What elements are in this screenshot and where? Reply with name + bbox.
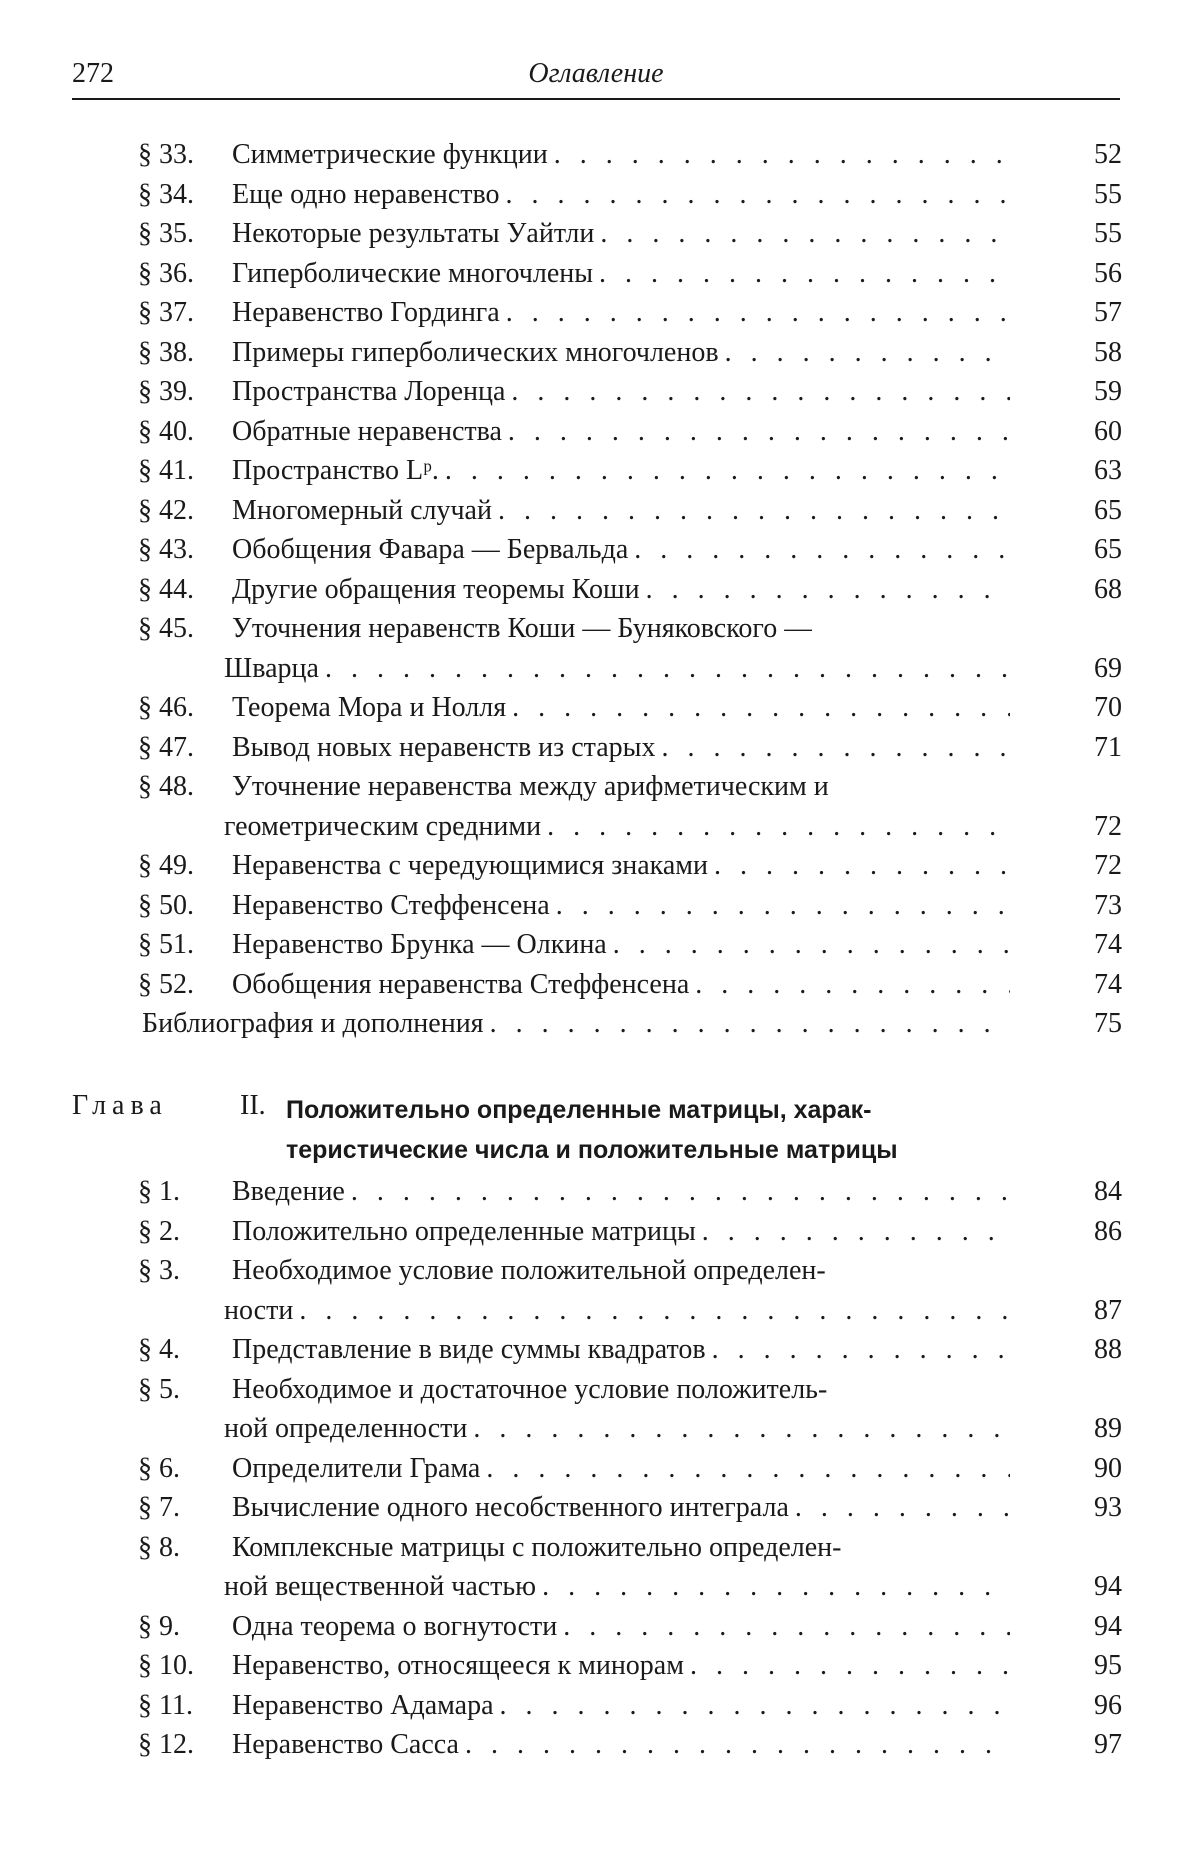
page-ref: 74 xyxy=(1088,965,1122,1005)
dot-leader xyxy=(702,1212,1010,1252)
entry-title: Обратные неравенства xyxy=(232,412,502,452)
page-ref: 71 xyxy=(1088,728,1122,768)
toc-entry-line xyxy=(232,1686,1010,1726)
dot-leader xyxy=(600,214,1010,254)
toc-entry-line xyxy=(232,135,1010,175)
page-ref: 69 xyxy=(1088,649,1122,689)
dot-leader xyxy=(508,412,1010,452)
toc-entry-line xyxy=(232,1251,1012,1291)
section-number: § 51. xyxy=(138,925,226,965)
page-ref: 60 xyxy=(1088,412,1122,452)
section-number: § 43. xyxy=(138,530,226,570)
chapter-title xyxy=(286,1090,1086,1170)
dot-leader xyxy=(498,491,1010,531)
toc-entry-line xyxy=(232,965,1010,1005)
entry-title: Представление в виде суммы квадратов xyxy=(232,1330,706,1370)
toc-entry-line xyxy=(232,728,1010,768)
toc-entry-line xyxy=(224,1409,1010,1449)
toc-entry-line xyxy=(232,570,1010,610)
page-ref: 55 xyxy=(1088,175,1122,215)
toc-entry-line xyxy=(232,1646,1010,1686)
page-ref: 65 xyxy=(1088,530,1122,570)
page-header xyxy=(72,58,1120,102)
entry-title: Неравенства с чередующимися знаками xyxy=(232,846,708,886)
entry-title: Необходимое и достаточное условие положитель- xyxy=(232,1370,827,1410)
page-ref: 90 xyxy=(1088,1449,1122,1489)
entry-title: Пространства Лоренца xyxy=(232,372,505,412)
entry-title: Определители Грама xyxy=(232,1449,480,1489)
toc-entry-line xyxy=(232,925,1010,965)
section-number: § 34. xyxy=(138,175,226,215)
entry-title: Неравенство Сасса xyxy=(232,1725,459,1765)
toc-entry-line xyxy=(232,293,1010,333)
entry-title: Примеры гиперболических многочленов xyxy=(232,333,719,373)
dot-leader xyxy=(506,293,1010,333)
entry-title: геометрическим средними xyxy=(224,807,541,847)
toc-entry-line xyxy=(232,886,1010,926)
chapter-label: Глава xyxy=(72,1090,168,1122)
dot-leader xyxy=(554,135,1010,175)
entry-title: Комплексные матрицы с положительно определен- xyxy=(232,1528,841,1568)
page-ref: 74 xyxy=(1088,925,1122,965)
section-number: § 11. xyxy=(138,1686,226,1726)
dot-leader xyxy=(486,1449,1010,1489)
section-number: § 37. xyxy=(138,293,226,333)
entry-title: Пространство Lᵖ. xyxy=(232,451,439,491)
section-number: § 52. xyxy=(138,965,226,1005)
section-number: § 33. xyxy=(138,135,226,175)
entry-title: Библиография и дополнения xyxy=(142,1004,484,1044)
toc-entry-line xyxy=(232,1212,1010,1252)
page-number: 272 xyxy=(72,58,114,90)
entry-title: Неравенство Гординга xyxy=(232,293,500,333)
dot-leader xyxy=(661,728,1010,768)
entry-title: Необходимое условие положительной определен- xyxy=(232,1251,826,1291)
dot-leader xyxy=(511,372,1010,412)
entry-title: ности xyxy=(224,1291,293,1331)
toc-entry-line xyxy=(232,333,1010,373)
toc-entry-line xyxy=(232,1725,1010,1765)
toc-entry-line xyxy=(232,254,1010,294)
page-ref: 87 xyxy=(1088,1291,1122,1331)
chapter-number: II. xyxy=(240,1090,266,1122)
dot-leader xyxy=(351,1172,1010,1212)
header-rule xyxy=(72,98,1120,100)
toc-entry-line xyxy=(232,214,1010,254)
chapter-title-line-2: теристические числа и положительные матрицы xyxy=(286,1130,1086,1170)
section-number: § 7. xyxy=(138,1488,226,1528)
entry-title: Вычисление одного несобственного интеграла xyxy=(232,1488,789,1528)
toc-entry-line xyxy=(142,1004,1010,1044)
section-number: § 9. xyxy=(138,1607,226,1647)
dot-leader xyxy=(512,688,1010,728)
toc-entry-line xyxy=(232,1488,1010,1528)
section-number: § 6. xyxy=(138,1449,226,1489)
entry-title: Уточнение неравенства между арифметическим и xyxy=(232,767,829,807)
page-ref: 70 xyxy=(1088,688,1122,728)
entry-title: Теорема Мора и Нолля xyxy=(232,688,506,728)
dot-leader xyxy=(714,846,1010,886)
section-number: § 36. xyxy=(138,254,226,294)
entry-title: ной вещественной частью xyxy=(224,1567,536,1607)
page-ref: 88 xyxy=(1088,1330,1122,1370)
page-ref: 59 xyxy=(1088,372,1122,412)
page-ref: 96 xyxy=(1088,1686,1122,1726)
dot-leader xyxy=(695,965,1010,1005)
toc-entry-line xyxy=(224,807,1010,847)
section-number: § 38. xyxy=(138,333,226,373)
toc-entry-line xyxy=(232,688,1010,728)
entry-title: Обобщения неравенства Стеффенсена xyxy=(232,965,689,1005)
dot-leader xyxy=(490,1004,1010,1044)
toc-entry-line xyxy=(232,175,1010,215)
dot-leader xyxy=(725,333,1010,373)
dot-leader xyxy=(599,254,1010,294)
dot-leader xyxy=(712,1330,1010,1370)
dot-leader xyxy=(465,1725,1010,1765)
section-number: § 4. xyxy=(138,1330,226,1370)
section-number: § 46. xyxy=(138,688,226,728)
page-ref: 94 xyxy=(1088,1567,1122,1607)
page-ref: 72 xyxy=(1088,807,1122,847)
dot-leader xyxy=(563,1607,1010,1647)
entry-title: Некоторые результаты Уайтли xyxy=(232,214,594,254)
page-ref: 95 xyxy=(1088,1646,1122,1686)
toc-entry-line xyxy=(224,1567,1010,1607)
dot-leader xyxy=(500,1686,1010,1726)
section-number: § 12. xyxy=(138,1725,226,1765)
toc-entry-line xyxy=(232,451,1010,491)
toc-entry-line xyxy=(232,412,1010,452)
toc-entry-line xyxy=(232,846,1010,886)
section-number: § 47. xyxy=(138,728,226,768)
page-ref: 72 xyxy=(1088,846,1122,886)
section-number: § 50. xyxy=(138,886,226,926)
section-number: § 1. xyxy=(138,1172,226,1212)
toc-entry-line xyxy=(232,530,1010,570)
toc-entry-line xyxy=(232,1172,1010,1212)
page-ref: 84 xyxy=(1088,1172,1122,1212)
page-ref: 89 xyxy=(1088,1409,1122,1449)
entry-title: Вывод новых неравенств из старых xyxy=(232,728,655,768)
section-number: § 42. xyxy=(138,491,226,531)
entry-title: Одна теорема о вогнутости xyxy=(232,1607,557,1647)
chapter-title-line-1: Положительно определенные матрицы, харак- xyxy=(286,1096,871,1124)
entry-title: Еще одно неравенство xyxy=(232,175,500,215)
toc-entry-line xyxy=(232,1330,1010,1370)
entry-title: ной определенности xyxy=(224,1409,467,1449)
page-ref: 94 xyxy=(1088,1607,1122,1647)
entry-title: Шварца xyxy=(224,649,319,689)
page-ref: 73 xyxy=(1088,886,1122,926)
dot-leader xyxy=(506,175,1010,215)
page-ref: 86 xyxy=(1088,1212,1122,1252)
page-ref: 55 xyxy=(1088,214,1122,254)
section-number: § 49. xyxy=(138,846,226,886)
entry-title: Гиперболические многочлены xyxy=(232,254,593,294)
section-number: § 39. xyxy=(138,372,226,412)
page-ref: 57 xyxy=(1088,293,1122,333)
toc-entry-line xyxy=(224,649,1010,689)
toc-entry-line xyxy=(232,491,1010,531)
toc-entry-line xyxy=(232,372,1010,412)
dot-leader xyxy=(795,1488,1010,1528)
entry-title: Неравенство Стеффенсена xyxy=(232,886,550,926)
entry-title: Положительно определенные матрицы xyxy=(232,1212,696,1252)
page-ref: 56 xyxy=(1088,254,1122,294)
entry-title: Обобщения Фавара — Бервальда xyxy=(232,530,628,570)
toc-entry-line xyxy=(232,1607,1010,1647)
section-number: § 44. xyxy=(138,570,226,610)
entry-title: Другие обращения теоремы Коши xyxy=(232,570,640,610)
running-title: Оглавление xyxy=(72,58,1120,90)
entry-title: Неравенство Брунка — Олкина xyxy=(232,925,607,965)
page-ref: 63 xyxy=(1088,451,1122,491)
dot-leader xyxy=(547,807,1010,847)
section-number: § 45. xyxy=(138,609,226,649)
toc-entry-line xyxy=(232,1449,1010,1489)
entry-title: Введение xyxy=(232,1172,345,1212)
dot-leader xyxy=(473,1409,1010,1449)
page-ref: 68 xyxy=(1088,570,1122,610)
dot-leader xyxy=(613,925,1010,965)
page-ref: 93 xyxy=(1088,1488,1122,1528)
section-number: § 2. xyxy=(138,1212,226,1252)
section-number: § 5. xyxy=(138,1370,226,1410)
page-ref: 75 xyxy=(1088,1004,1122,1044)
dot-leader xyxy=(542,1567,1010,1607)
entry-title: Уточнения неравенств Коши — Буняковского — xyxy=(232,609,812,649)
toc-entry-line xyxy=(232,1370,1012,1410)
page-ref: 58 xyxy=(1088,333,1122,373)
dot-leader xyxy=(299,1291,1010,1331)
page-ref: 52 xyxy=(1088,135,1122,175)
dot-leader xyxy=(445,451,1010,491)
dot-leader xyxy=(556,886,1010,926)
page-ref: 97 xyxy=(1088,1725,1122,1765)
entry-title: Многомерный случай xyxy=(232,491,492,531)
entry-title: Симметрические функции xyxy=(232,135,548,175)
toc-entry-line xyxy=(232,767,1012,807)
section-number: § 48. xyxy=(138,767,226,807)
dot-leader xyxy=(325,649,1010,689)
dot-leader xyxy=(646,570,1010,610)
page-ref: 65 xyxy=(1088,491,1122,531)
toc-entry-line xyxy=(232,609,1012,649)
section-number: § 41. xyxy=(138,451,226,491)
entry-title: Неравенство, относящееся к минорам xyxy=(232,1646,684,1686)
section-number: § 10. xyxy=(138,1646,226,1686)
dot-leader xyxy=(634,530,1010,570)
section-number: § 8. xyxy=(138,1528,226,1568)
entry-title: Неравенство Адамара xyxy=(232,1686,494,1726)
toc-entry-line xyxy=(232,1528,1012,1568)
section-number: § 35. xyxy=(138,214,226,254)
section-number: § 40. xyxy=(138,412,226,452)
dot-leader xyxy=(690,1646,1010,1686)
section-number: § 3. xyxy=(138,1251,226,1291)
toc-entry-line xyxy=(224,1291,1010,1331)
